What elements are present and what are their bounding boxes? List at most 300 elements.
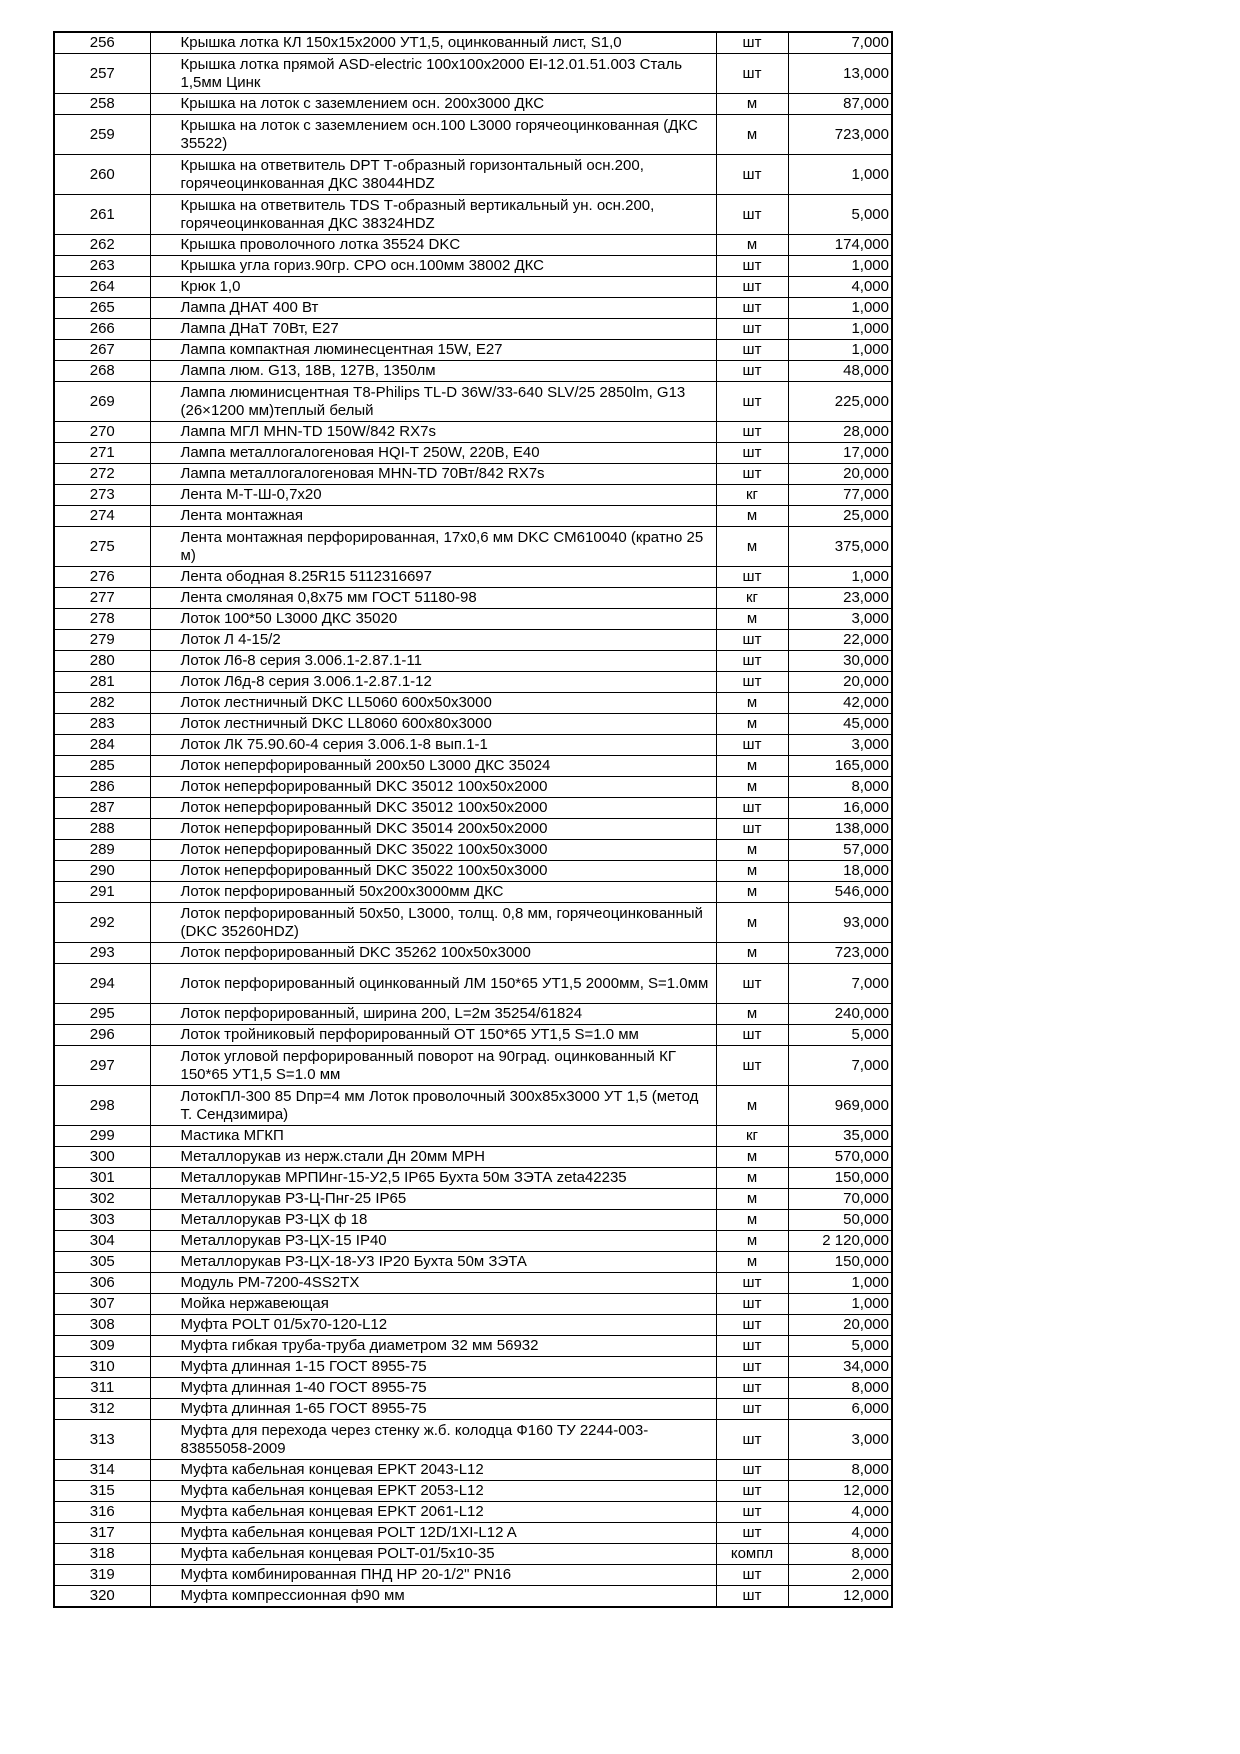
table-row: [54, 693, 892, 714]
item-name: Муфта комбинированная ПНД НР 20-1/2" PN16: [150, 1565, 716, 1586]
item-quantity: 20,000: [788, 672, 892, 693]
item-unit: шт: [716, 422, 788, 443]
row-number: 300: [54, 1147, 150, 1168]
item-quantity: 8,000: [788, 1460, 892, 1481]
item-unit: м: [716, 1210, 788, 1231]
item-unit: м: [716, 115, 788, 155]
row-number: 295: [54, 1004, 150, 1025]
item-unit: м: [716, 1004, 788, 1025]
table-row: [54, 630, 892, 651]
item-name: Крышка на ответвитель DPT Т-образный горизонтальный осн.200, горячеоцинкованная ДКС 38044HDZ: [150, 155, 716, 195]
item-quantity: 42,000: [788, 693, 892, 714]
item-quantity: 8,000: [788, 1378, 892, 1399]
item-unit: шт: [716, 361, 788, 382]
item-unit: м: [716, 861, 788, 882]
item-quantity: 57,000: [788, 840, 892, 861]
table-row: [54, 1523, 892, 1544]
item-quantity: 3,000: [788, 735, 892, 756]
item-name: Лоток лестничный DKC LL5060 600х50х3000: [150, 693, 716, 714]
item-unit: шт: [716, 651, 788, 672]
row-number: 289: [54, 840, 150, 861]
table-row: [54, 964, 892, 1004]
table-row: [54, 798, 892, 819]
table-row: [54, 256, 892, 277]
inventory-table-body: [54, 32, 892, 1607]
table-row: [54, 422, 892, 443]
item-name: Лоток неперфорированный DKC 35022 100х50х3000: [150, 840, 716, 861]
row-number: 290: [54, 861, 150, 882]
item-quantity: 6,000: [788, 1399, 892, 1420]
item-unit: кг: [716, 485, 788, 506]
item-quantity: 34,000: [788, 1357, 892, 1378]
item-name: Муфта длинная 1-15 ГОСТ 8955-75: [150, 1357, 716, 1378]
item-unit: шт: [716, 1357, 788, 1378]
table-row: [54, 1025, 892, 1046]
row-number: 259: [54, 115, 150, 155]
item-quantity: 5,000: [788, 1025, 892, 1046]
item-quantity: 7,000: [788, 964, 892, 1004]
row-number: 280: [54, 651, 150, 672]
item-quantity: 165,000: [788, 756, 892, 777]
item-unit: м: [716, 1168, 788, 1189]
item-name: Муфта для перехода через стенку ж.б. колодца Ф160 ТУ 2244-003-83855058-2009: [150, 1420, 716, 1460]
table-row: [54, 861, 892, 882]
table-row: [54, 382, 892, 422]
table-row: [54, 1460, 892, 1481]
row-number: 297: [54, 1046, 150, 1086]
item-name: ЛотокПЛ-300 85 Dпр=4 мм Лоток проволочный 300х85х3000 УТ 1,5 (метод Т. Сендзимира): [150, 1086, 716, 1126]
document-page: [53, 31, 897, 1608]
item-unit: м: [716, 1231, 788, 1252]
row-number: 279: [54, 630, 150, 651]
item-quantity: 17,000: [788, 443, 892, 464]
table-row: [54, 714, 892, 735]
row-number: 317: [54, 1523, 150, 1544]
item-unit: шт: [716, 735, 788, 756]
row-number: 262: [54, 235, 150, 256]
table-row: [54, 506, 892, 527]
item-name: Лампа люм. G13, 18В, 127В, 1350лм: [150, 361, 716, 382]
table-row: [54, 882, 892, 903]
item-quantity: 12,000: [788, 1586, 892, 1608]
item-name: Мастика МГКП: [150, 1126, 716, 1147]
item-quantity: 4,000: [788, 1523, 892, 1544]
item-name: Муфта гибкая труба-труба диаметром 32 мм 56932: [150, 1336, 716, 1357]
item-name: Лоток Л6д-8 серия 3.006.1-2.87.1-12: [150, 672, 716, 693]
table-row: [54, 1336, 892, 1357]
item-name: Лоток Л 4-15/2: [150, 630, 716, 651]
item-name: Металлорукав РЗ-Ц-Пнг-25 IP65: [150, 1189, 716, 1210]
table-row: [54, 943, 892, 964]
row-number: 301: [54, 1168, 150, 1189]
row-number: 307: [54, 1294, 150, 1315]
item-name: Металлорукав РЗ-ЦХ-18-У3 IP20 Бухта 50м ЗЭТА: [150, 1252, 716, 1273]
table-row: [54, 32, 892, 54]
item-quantity: 969,000: [788, 1086, 892, 1126]
item-quantity: 16,000: [788, 798, 892, 819]
table-row: [54, 1420, 892, 1460]
item-name: Крюк 1,0: [150, 277, 716, 298]
item-unit: шт: [716, 1586, 788, 1608]
item-name: Лампа ДНАТ 400 Вт: [150, 298, 716, 319]
item-quantity: 20,000: [788, 1315, 892, 1336]
row-number: 316: [54, 1502, 150, 1523]
table-row: [54, 298, 892, 319]
table-row: [54, 735, 892, 756]
item-quantity: 30,000: [788, 651, 892, 672]
row-number: 257: [54, 54, 150, 94]
row-number: 283: [54, 714, 150, 735]
item-name: Лампа МГЛ MHN-TD 150W/842 RX7s: [150, 422, 716, 443]
item-name: Лоток Л6-8 серия 3.006.1-2.87.1-11: [150, 651, 716, 672]
item-quantity: 12,000: [788, 1481, 892, 1502]
item-name: Лента ободная 8.25R15 5112316697: [150, 567, 716, 588]
item-quantity: 48,000: [788, 361, 892, 382]
item-name: Лампа ДНаТ 70Вт, Е27: [150, 319, 716, 340]
table-row: [54, 819, 892, 840]
table-row: [54, 464, 892, 485]
table-row: [54, 1147, 892, 1168]
table-row: [54, 340, 892, 361]
item-name: Лоток угловой перфорированный поворот на 90град. оцинкованный КГ 150*65 УТ1,5 S=1.0 мм: [150, 1046, 716, 1086]
row-number: 263: [54, 256, 150, 277]
table-row: [54, 443, 892, 464]
item-unit: м: [716, 235, 788, 256]
table-row: [54, 1481, 892, 1502]
item-name: Модуль РМ-7200-4SS2TX: [150, 1273, 716, 1294]
row-number: 319: [54, 1565, 150, 1586]
item-unit: м: [716, 756, 788, 777]
item-unit: шт: [716, 1378, 788, 1399]
row-number: 266: [54, 319, 150, 340]
item-unit: шт: [716, 819, 788, 840]
item-unit: м: [716, 903, 788, 943]
item-quantity: 1,000: [788, 340, 892, 361]
item-unit: шт: [716, 1294, 788, 1315]
table-row: [54, 651, 892, 672]
item-unit: шт: [716, 319, 788, 340]
table-row: [54, 94, 892, 115]
table-row: [54, 1315, 892, 1336]
item-unit: м: [716, 714, 788, 735]
row-number: 282: [54, 693, 150, 714]
item-name: Крышка лотка прямой ASD-electric 100х100х2000 EI-12.01.51.003 Сталь 1,5мм Цинк: [150, 54, 716, 94]
table-row: [54, 1046, 892, 1086]
row-number: 304: [54, 1231, 150, 1252]
item-quantity: 70,000: [788, 1189, 892, 1210]
item-unit: шт: [716, 630, 788, 651]
item-unit: компл: [716, 1544, 788, 1565]
item-quantity: 723,000: [788, 943, 892, 964]
item-name: Лента монтажная: [150, 506, 716, 527]
item-unit: м: [716, 94, 788, 115]
table-row: [54, 1294, 892, 1315]
item-name: Лоток неперфорированный DKC 35012 100х50х2000: [150, 777, 716, 798]
item-unit: м: [716, 1189, 788, 1210]
row-number: 287: [54, 798, 150, 819]
item-quantity: 35,000: [788, 1126, 892, 1147]
item-quantity: 13,000: [788, 54, 892, 94]
row-number: 309: [54, 1336, 150, 1357]
row-number: 271: [54, 443, 150, 464]
table-row: [54, 319, 892, 340]
table-row: [54, 903, 892, 943]
table-row: [54, 588, 892, 609]
item-unit: м: [716, 777, 788, 798]
table-row: [54, 1378, 892, 1399]
row-number: 275: [54, 527, 150, 567]
table-row: [54, 155, 892, 195]
item-name: Лента смоляная 0,8х75 мм ГОСТ 51180-98: [150, 588, 716, 609]
row-number: 305: [54, 1252, 150, 1273]
item-name: Лоток 100*50 L3000 ДКС 35020: [150, 609, 716, 630]
table-row: [54, 1210, 892, 1231]
item-unit: м: [716, 1252, 788, 1273]
item-quantity: 240,000: [788, 1004, 892, 1025]
item-unit: шт: [716, 443, 788, 464]
item-quantity: 3,000: [788, 1420, 892, 1460]
item-quantity: 1,000: [788, 256, 892, 277]
item-name: Металлорукав МРПИнг-15-У2,5 IP65 Бухта 50м ЗЭТА zeta42235: [150, 1168, 716, 1189]
item-name: Крышка на лоток с заземлением осн. 200х3000 ДКС: [150, 94, 716, 115]
item-quantity: 8,000: [788, 777, 892, 798]
item-quantity: 1,000: [788, 298, 892, 319]
item-quantity: 3,000: [788, 609, 892, 630]
item-name: Муфта длинная 1-40 ГОСТ 8955-75: [150, 1378, 716, 1399]
item-unit: м: [716, 1147, 788, 1168]
row-number: 311: [54, 1378, 150, 1399]
item-unit: шт: [716, 567, 788, 588]
item-quantity: 1,000: [788, 1273, 892, 1294]
item-quantity: 50,000: [788, 1210, 892, 1231]
item-quantity: 7,000: [788, 1046, 892, 1086]
item-unit: шт: [716, 672, 788, 693]
item-name: Лента М-Т-Ш-0,7х20: [150, 485, 716, 506]
item-name: Лампа металлогалогеновая HQI-T 250W, 220В, Е40: [150, 443, 716, 464]
inventory-table: [53, 31, 893, 1608]
item-quantity: 1,000: [788, 319, 892, 340]
row-number: 303: [54, 1210, 150, 1231]
item-quantity: 225,000: [788, 382, 892, 422]
table-row: [54, 195, 892, 235]
row-number: 269: [54, 382, 150, 422]
table-row: [54, 1086, 892, 1126]
item-name: Лоток лестничный DKC LL8060 600х80х3000: [150, 714, 716, 735]
item-quantity: 150,000: [788, 1252, 892, 1273]
item-unit: шт: [716, 32, 788, 54]
item-quantity: 174,000: [788, 235, 892, 256]
row-number: 276: [54, 567, 150, 588]
row-number: 270: [54, 422, 150, 443]
item-unit: шт: [716, 382, 788, 422]
item-unit: шт: [716, 1481, 788, 1502]
row-number: 278: [54, 609, 150, 630]
item-quantity: 28,000: [788, 422, 892, 443]
row-number: 313: [54, 1420, 150, 1460]
item-quantity: 45,000: [788, 714, 892, 735]
table-row: [54, 1544, 892, 1565]
item-quantity: 150,000: [788, 1168, 892, 1189]
item-name: Лоток ЛК 75.90.60-4 серия 3.006.1-8 вып.1-1: [150, 735, 716, 756]
table-row: [54, 1252, 892, 1273]
item-unit: шт: [716, 464, 788, 485]
item-name: Металлорукав РЗ-ЦХ ф 18: [150, 1210, 716, 1231]
item-unit: шт: [716, 1315, 788, 1336]
item-quantity: 7,000: [788, 32, 892, 54]
item-quantity: 23,000: [788, 588, 892, 609]
item-quantity: 4,000: [788, 1502, 892, 1523]
item-quantity: 1,000: [788, 1294, 892, 1315]
table-row: [54, 277, 892, 298]
row-number: 284: [54, 735, 150, 756]
row-number: 258: [54, 94, 150, 115]
item-quantity: 22,000: [788, 630, 892, 651]
item-quantity: 2,000: [788, 1565, 892, 1586]
item-name: Муфта кабельная концевая EPKT 2043-L12: [150, 1460, 716, 1481]
row-number: 308: [54, 1315, 150, 1336]
item-quantity: 20,000: [788, 464, 892, 485]
item-quantity: 2 120,000: [788, 1231, 892, 1252]
row-number: 312: [54, 1399, 150, 1420]
item-unit: шт: [716, 1273, 788, 1294]
table-row: [54, 840, 892, 861]
item-name: Лоток перфорированный оцинкованный ЛМ 150*65 УТ1,5 2000мм, S=1.0мм: [150, 964, 716, 1004]
table-row: [54, 1399, 892, 1420]
row-number: 318: [54, 1544, 150, 1565]
item-name: Муфта POLT 01/5х70-120-L12: [150, 1315, 716, 1336]
table-row: [54, 1126, 892, 1147]
item-quantity: 77,000: [788, 485, 892, 506]
item-name: Лента монтажная перфорированная, 17х0,6 мм DKC CM610040 (кратно 25 м): [150, 527, 716, 567]
table-row: [54, 1502, 892, 1523]
item-unit: шт: [716, 1565, 788, 1586]
item-unit: шт: [716, 195, 788, 235]
item-name: Крышка лотка КЛ 150х15х2000 УТ1,5, оцинкованный лист, S1,0: [150, 32, 716, 54]
row-number: 315: [54, 1481, 150, 1502]
item-name: Муфта кабельная концевая EPKT 2053-L12: [150, 1481, 716, 1502]
item-name: Муфта кабельная концевая EPKT 2061-L12: [150, 1502, 716, 1523]
item-name: Металлорукав РЗ-ЦХ-15 IP40: [150, 1231, 716, 1252]
row-number: 277: [54, 588, 150, 609]
item-unit: кг: [716, 1126, 788, 1147]
table-row: [54, 1586, 892, 1608]
item-unit: шт: [716, 340, 788, 361]
item-quantity: 18,000: [788, 861, 892, 882]
row-number: 286: [54, 777, 150, 798]
item-name: Муфта кабельная концевая POLT-01/5х10-35: [150, 1544, 716, 1565]
item-unit: кг: [716, 588, 788, 609]
row-number: 302: [54, 1189, 150, 1210]
table-row: [54, 54, 892, 94]
row-number: 285: [54, 756, 150, 777]
row-number: 256: [54, 32, 150, 54]
table-row: [54, 115, 892, 155]
item-unit: м: [716, 1086, 788, 1126]
row-number: 298: [54, 1086, 150, 1126]
item-quantity: 5,000: [788, 195, 892, 235]
row-number: 272: [54, 464, 150, 485]
item-unit: шт: [716, 256, 788, 277]
item-unit: шт: [716, 298, 788, 319]
item-name: Лоток неперфорированный DKC 35022 100х50х3000: [150, 861, 716, 882]
item-unit: м: [716, 506, 788, 527]
item-unit: шт: [716, 1502, 788, 1523]
item-name: Лоток перфорированный 50х50, L3000, толщ. 0,8 мм, горячеоцинкованный (DKC 35260HDZ): [150, 903, 716, 943]
item-name: Лоток неперфорированный DKC 35014 200х50х2000: [150, 819, 716, 840]
item-name: Лампа люминисцентная Т8-Philips TL-D 36W/33-640 SLV/25 2850lm, G13 (26×1200 мм)теплый белый: [150, 382, 716, 422]
table-row: [54, 756, 892, 777]
table-row: [54, 1231, 892, 1252]
item-quantity: 375,000: [788, 527, 892, 567]
item-unit: шт: [716, 1025, 788, 1046]
item-unit: м: [716, 882, 788, 903]
item-quantity: 1,000: [788, 155, 892, 195]
row-number: 274: [54, 506, 150, 527]
table-row: [54, 1565, 892, 1586]
row-number: 265: [54, 298, 150, 319]
row-number: 261: [54, 195, 150, 235]
item-name: Крышка угла гориз.90гр. CPO осн.100мм 38002 ДКС: [150, 256, 716, 277]
item-quantity: 1,000: [788, 567, 892, 588]
item-unit: шт: [716, 54, 788, 94]
item-name: Муфта кабельная концевая POLT 12D/1XI-L12 A: [150, 1523, 716, 1544]
table-row: [54, 527, 892, 567]
item-unit: шт: [716, 1046, 788, 1086]
item-unit: шт: [716, 1420, 788, 1460]
table-row: [54, 1168, 892, 1189]
row-number: 292: [54, 903, 150, 943]
item-name: Муфта длинная 1-65 ГОСТ 8955-75: [150, 1399, 716, 1420]
item-name: Лоток неперфорированный DKC 35012 100х50х2000: [150, 798, 716, 819]
item-name: Крышка на лоток с заземлением осн.100 L3000 горячеоцинкованная (ДКС 35522): [150, 115, 716, 155]
row-number: 260: [54, 155, 150, 195]
table-row: [54, 1273, 892, 1294]
row-number: 281: [54, 672, 150, 693]
row-number: 296: [54, 1025, 150, 1046]
row-number: 320: [54, 1586, 150, 1608]
item-name: Лоток перфорированный, ширина 200, L=2м 35254/61824: [150, 1004, 716, 1025]
item-name: Лампа компактная люминесцентная 15W, E27: [150, 340, 716, 361]
item-quantity: 5,000: [788, 1336, 892, 1357]
row-number: 264: [54, 277, 150, 298]
row-number: 310: [54, 1357, 150, 1378]
item-unit: шт: [716, 1399, 788, 1420]
item-unit: шт: [716, 1336, 788, 1357]
item-name: Лампа металлогалогеновая MHN-TD 70Вт/842 RX7s: [150, 464, 716, 485]
table-row: [54, 235, 892, 256]
table-row: [54, 567, 892, 588]
item-unit: шт: [716, 155, 788, 195]
table-row: [54, 609, 892, 630]
table-row: [54, 1357, 892, 1378]
item-quantity: 25,000: [788, 506, 892, 527]
item-unit: м: [716, 693, 788, 714]
table-row: [54, 361, 892, 382]
row-number: 288: [54, 819, 150, 840]
row-number: 268: [54, 361, 150, 382]
row-number: 267: [54, 340, 150, 361]
table-row: [54, 672, 892, 693]
item-name: Лоток неперфорированный 200х50 L3000 ДКС 35024: [150, 756, 716, 777]
table-row: [54, 777, 892, 798]
row-number: 306: [54, 1273, 150, 1294]
item-quantity: 723,000: [788, 115, 892, 155]
item-quantity: 8,000: [788, 1544, 892, 1565]
row-number: 299: [54, 1126, 150, 1147]
item-name: Лоток тройниковый перфорированный ОТ 150*65 УТ1,5 S=1.0 мм: [150, 1025, 716, 1046]
table-row: [54, 1004, 892, 1025]
table-row: [54, 1189, 892, 1210]
